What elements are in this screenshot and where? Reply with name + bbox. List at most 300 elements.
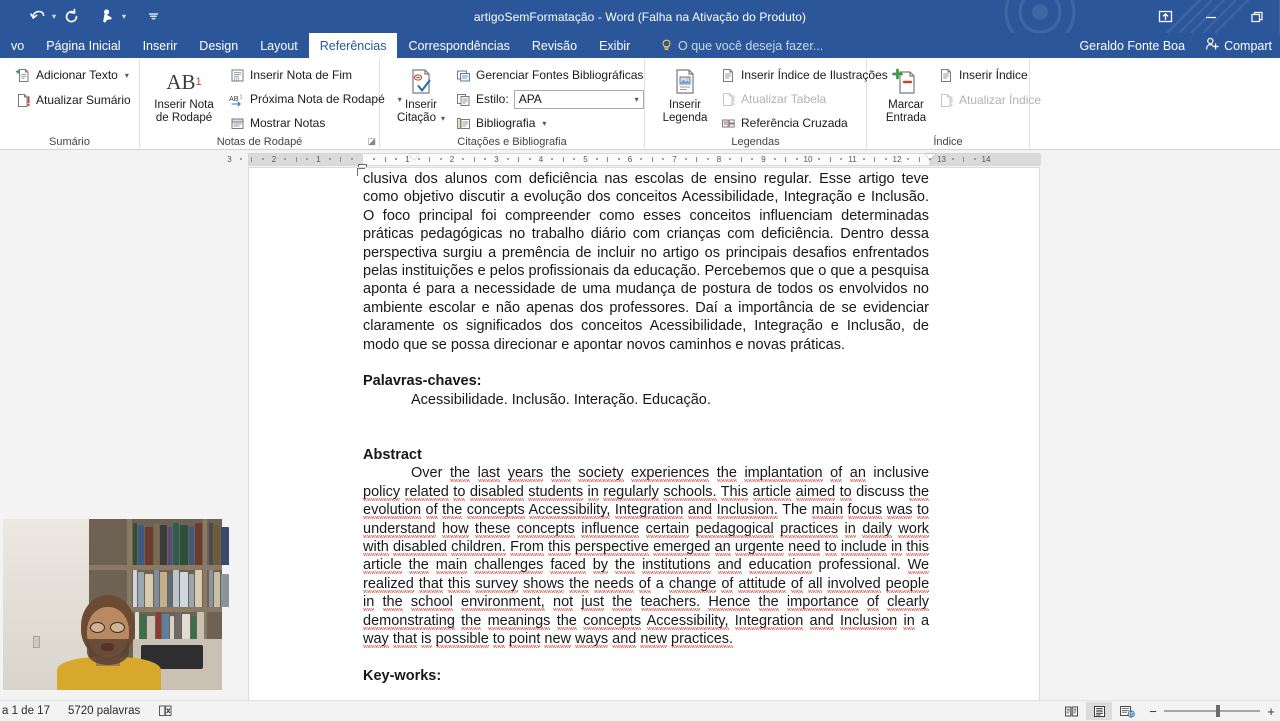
zoom-in-button[interactable]: + [1267,703,1275,719]
ribbon-item-label: Adicionar Texto [36,68,118,82]
status-bar [0,700,1280,720]
misspelled-word: the [569,575,590,592]
webcam-book [221,574,229,607]
ruler-mark [662,158,664,160]
misspelled-word: policy [363,483,401,500]
misspelled-word: that [418,575,443,592]
ruler-mark [440,158,442,160]
document-heading: Abstract [363,447,422,464]
insert-citation-icon [406,65,436,99]
webcam-book [162,614,169,639]
estilo-label: Estilo: [476,92,509,106]
ruler-mark [340,157,341,162]
webcam-book [173,570,179,607]
ribbon-item-label: Atualizar Índice [959,93,1042,107]
ruler-mark [518,157,519,162]
mark-entry-icon [891,65,921,99]
misspelled-word: challenges [474,557,544,574]
ruler-tick: 14 [981,155,991,164]
misspelled-word: to [839,483,852,500]
ruler-mark [251,157,252,162]
ribbon-item-label: Próxima Nota de Rodapé [250,92,385,106]
next-footnote-icon [229,91,245,107]
horizontal-ruler[interactable] [227,153,1040,166]
misspelled-word: that [392,631,418,648]
inserir-indice-button[interactable] [935,64,1044,86]
tab-referencias[interactable] [309,33,398,58]
webcam-person-mouth [101,643,114,651]
bibliography-icon [455,115,471,131]
tab-exibir[interactable] [588,33,641,58]
ruler-tick: 11 [848,155,857,164]
misspelled-word: of [866,594,879,611]
ruler-mark [919,157,920,162]
webcam-book [133,523,137,565]
misspelled-word: Inclusion. [716,502,778,519]
misspelled-word: clearly [887,594,930,611]
tab-pagina-inicial[interactable] [35,33,131,58]
webcam-book [209,570,213,607]
misspelled-word: the [556,612,577,629]
misspelled-word: implantation [744,465,823,482]
ruler-mark [885,158,887,160]
misspelled-word: the [614,557,636,574]
misspelled-word: the [612,594,633,611]
read-mode-view-button[interactable] [1058,702,1084,720]
misspelled-word: children. [451,539,506,556]
ruler-mark [507,158,509,160]
ruler-tick: 1 [405,155,410,164]
tab-label: vo [11,38,25,53]
misspelled-word: and [687,502,713,519]
share-person-icon [1205,37,1219,54]
webcam-book [160,525,167,565]
big-label-line1: Inserir Nota [154,99,214,111]
misspelled-word: the [461,612,482,629]
misspelled-word: of [830,465,843,482]
webcam-book [135,612,139,639]
ruler-mark [796,158,798,160]
ruler-mark [240,158,242,160]
ruler-mark [329,158,331,160]
big-label-line2: Legenda [662,112,708,124]
manage-sources-icon [455,67,471,83]
insert-index-icon [938,67,954,83]
misspelled-word: Hence [708,594,751,611]
misspelled-word: how [441,520,469,537]
inserir-legenda-button[interactable] [653,62,717,125]
ribbon-display-options-icon[interactable] [1142,0,1188,33]
tab-label: Inserir [142,38,178,53]
webcam-book [145,574,153,607]
misspelled-word: environment, [461,594,545,611]
word: The [782,502,808,519]
webcam-book [195,570,202,607]
tab-label: Design [199,38,239,53]
ruler-tick: 3 [227,155,232,164]
empty-paragraph [363,649,929,667]
ruler-mark [774,158,776,160]
ribbon-group-notas-de-rodape [140,58,402,150]
misspelled-word: an [849,465,866,482]
webcam-book [189,574,194,607]
tab-arquivo[interactable] [0,33,35,58]
ribbon-group-citacoes-bibliografia [380,58,645,150]
marcar-entrada-button[interactable] [875,62,937,125]
status-left [0,704,173,717]
tell-me-placeholder: O que você deseja fazer... [678,38,824,53]
tab-label: Exibir [599,38,631,53]
bibliografia-button[interactable] [452,112,647,134]
tab-layout[interactable] [249,33,309,58]
misspelled-word: certain [645,520,690,537]
webcam-book [182,614,190,639]
ribbon [0,58,1280,150]
misspelled-word: this [548,539,571,556]
misspelled-word: institutions [642,557,711,574]
misspelled-word: to [492,631,505,648]
webcam-book [221,527,229,565]
empty-paragraph [363,428,929,446]
chevron-down-icon[interactable]: ▾ [634,94,639,104]
misspelled-word: faced [550,557,586,574]
misspelled-word: people [885,575,930,592]
ruler-mark [596,158,598,160]
misspelled-word: to [916,502,930,519]
touch-mouse-dropdown-caret[interactable]: ▾ [121,11,126,21]
chevron-down-icon[interactable]: ▾ [397,94,402,104]
inserir-nota-de-rodape-button[interactable] [148,62,220,125]
ruler-mark [907,158,909,160]
page-content[interactable] [363,170,929,685]
webcam-book [175,612,181,639]
ribbon-group-label: Notas de Rodapé [216,136,303,148]
chevron-down-icon[interactable]: ▾ [124,70,129,80]
misspelled-word: experiences [631,465,710,482]
misspelled-word: understand [363,520,436,537]
misspelled-word: society [578,465,624,482]
tab-label: Correspondências [408,38,510,53]
webcam-book [180,525,188,565]
tab-design[interactable] [188,33,249,58]
misspelled-word: last [477,465,501,482]
atualizar-tabela-button [717,88,891,110]
webcam-book [168,574,172,607]
tell-me-box[interactable] [660,33,823,58]
ruler-tick: 7 [672,155,677,164]
misspelled-word: Accessibility, [646,612,729,629]
title-bar [0,0,1280,33]
undo-dropdown-caret[interactable]: ▾ [51,11,56,21]
svg-text:AB: AB [228,93,239,103]
webcam-book [133,570,137,607]
ruler-mark [729,158,731,160]
misspelled-word: Accessibility, [528,502,611,519]
misspelled-word: shows [523,575,565,592]
inserir-nota-de-fim-button[interactable] [226,64,405,86]
misspelled-word: students [528,483,584,500]
misspelled-word: education [748,557,812,574]
webcam-book [138,572,144,607]
word: inclusive [873,465,930,482]
misspelled-word: work [898,520,930,537]
show-notes-icon [229,115,245,131]
misspelled-word: in [363,594,375,611]
misspelled-word: the [716,465,737,482]
document-paragraph: Acessibilidade. Inclusão. Interação. Educação. [411,391,711,408]
redo-icon[interactable] [60,4,82,30]
ruler-mark [395,158,397,160]
misspelled-word: importance [786,594,859,611]
webcam-book [147,616,155,639]
footnote-ab-icon [166,65,201,99]
misspelled-word: was [886,502,913,519]
share-label: Compart [1224,38,1272,53]
misspelled-word: concepts [466,502,525,519]
gerenciar-fontes-bibliograficas-button[interactable] [452,64,647,86]
web-layout-view-button[interactable] [1114,702,1140,720]
lightbulb-icon [660,39,673,52]
mostrar-notas-button[interactable] [226,112,405,134]
misspelled-word: We [907,557,930,574]
ruler-mark [418,158,420,160]
misspelled-word: involved [827,575,881,592]
webcam-book [154,523,159,565]
misspelled-word: evolution [363,502,422,519]
webcam-book [145,527,153,565]
update-index-icon [938,92,954,108]
ruler-area [0,150,1280,168]
misspelled-word: way [363,631,389,648]
misspelled-word: possible [435,631,489,648]
ruler-tick: 9 [761,155,766,164]
ribbon-tabs [0,33,641,58]
misspelled-word: the [442,502,463,519]
estilo-row [452,88,647,110]
misspelled-word: is [421,631,432,648]
misspelled-word: these [474,520,511,537]
tab-label: Layout [260,38,298,53]
ruler-mark [874,157,875,162]
ribbon-item-label: Referência Cruzada [741,116,848,130]
ruler-mark [373,158,375,160]
ribbon-group-label: Legendas [731,136,780,148]
misspelled-word: by [592,557,609,574]
misspelled-word: article [363,557,402,574]
ruler-tick: 12 [892,155,902,164]
ruler-tick: 2 [271,155,277,164]
customize-qat-icon[interactable] [142,4,164,30]
empty-paragraph [363,409,929,427]
misspelled-word: and [612,631,637,648]
chevron-down-icon[interactable]: ▾ [542,118,547,128]
ruler-mark [863,158,865,160]
referencia-cruzada-button[interactable] [717,112,891,134]
misspelled-word: an [714,539,731,556]
svg-text:[i]: [i] [233,75,239,82]
webcam-person-glasses-right [110,622,125,633]
estilo-combobox[interactable] [514,90,644,109]
ribbon-item-label: Gerenciar Fontes Bibliográficas [476,68,644,82]
tab-correspondencias[interactable] [397,33,520,58]
document-heading: Palavras-chaves: [363,373,482,390]
misspelled-word: point [508,631,541,648]
chevron-down-icon[interactable]: ▾ [440,114,445,123]
ruler-mark [974,158,976,160]
ruler-mark [652,157,653,162]
misspelled-word: pedagogical [695,520,774,537]
misspelled-word: with [363,539,389,556]
misspelled-word: this [447,575,471,592]
ruler-tick: 4 [538,155,544,164]
misspelled-word: include [840,539,887,556]
ruler-mark [429,157,430,162]
inserir-indice-de-ilustracoes-button[interactable] [717,64,891,86]
zoom-slider-handle[interactable] [1216,705,1220,717]
word: discuss [856,483,905,500]
misspelled-word: in [890,539,903,556]
big-label-line2: Entrada [885,112,927,124]
ribbon-group-label: Citações e Bibliografia [457,136,567,148]
webcam-book [140,614,146,639]
share-button[interactable] [1197,33,1280,58]
window-title: artigoSemFormatação - Word (Falha na Ativação do Produto) [473,9,807,24]
ruler-mark [607,157,608,162]
quick-access-toolbar [26,0,164,33]
ribbon-group-label: Sumário [49,136,90,148]
undo-icon[interactable] [26,4,48,30]
misspelled-word: practices. [671,631,734,648]
update-table-icon [720,91,736,107]
big-label-line1: Inserir [405,99,437,111]
misspelled-word: article [752,483,792,500]
ruler-tick: 2 [449,155,455,164]
webcam-book [197,612,204,639]
misspelled-word: attitude [738,575,786,592]
restore-icon[interactable] [1234,0,1280,33]
misspelled-word: in [903,612,915,629]
misspelled-word: of [790,575,804,592]
ruler-mark [618,158,620,160]
page-indicator[interactable]: a 1 de 17 [2,704,50,717]
word: a [921,612,930,629]
ruler-tick: 3 [494,155,499,164]
proxima-nota-de-rodape-button[interactable] [226,88,405,110]
ribbon-group-indice [867,58,1042,150]
ruler-tick: 13 [937,155,946,164]
ruler-mark [707,158,709,160]
footnote-superscript: 1 [195,75,202,88]
misspelled-word: needs [594,575,634,592]
minimize-icon[interactable] [1188,0,1234,33]
ruler-tick: 5 [583,155,588,164]
misspelled-word: new [544,631,572,648]
insert-caption-icon [670,65,700,99]
misspelled-word: disabled [469,483,524,500]
account-name[interactable]: Geraldo Fonte Boa [1079,38,1186,53]
style-icon [455,91,471,107]
atualizar-indice-button [935,89,1044,111]
webcam-book [173,523,179,565]
window-controls [1142,0,1280,33]
tab-inserir[interactable] [132,33,189,58]
webcam-overlay[interactable] [3,519,222,690]
ruler-tick: 10 [803,155,813,164]
webcam-book [214,572,220,607]
document-paragraph: clusiva dos alunos com deficiência nas escolas de ensino regular. Esse artigo teve como objetivo discutir a evolução dos conceitos Acessibilidade, Integração e Inclusão. O foco principal foi compreender como esses conceitos influenciam determinadas práticas pedagógicas no trabalho diário com crianças com deficiência. Dentro dessa perspectiva surgiu a premência de incluir no artigo os principais desafios enfrentados pelas instituições e pelos profissionais da educação. Percebemos que o que a pesquisa aponta é para a necessidade de uma mudança de postura de todos os envolvidos no ambiente escolar e não apenas dos professores. Daí a importância de se evidenciar claramente os significados dos conceitos Acessibilidade, Integração e Inclusão, de modo que se possa direcionar e apontar novos caminhos e novas práticas. [363,171,929,353]
misspelled-word: schools. [663,483,717,500]
adicionar-texto-button[interactable] [12,64,134,86]
misspelled-word: of [721,575,734,592]
misspelled-word: new [640,631,667,648]
misspelled-word: demonstrating [363,612,455,629]
ruler-mark [685,158,687,160]
webcam-book [170,616,174,639]
estilo-value: APA [518,92,542,106]
ruler-mark [840,158,842,160]
misspelled-word: change [668,575,717,592]
atualizar-sumario-button[interactable] [12,89,134,111]
ruler-mark [818,158,820,160]
ribbon-group-sumario [0,58,140,150]
insert-endnote-icon [229,67,245,83]
misspelled-word: need [788,539,821,556]
misspelled-word: the [408,557,429,574]
document-paragraph [363,464,929,648]
update-toc-icon [15,92,31,108]
ribbon-item-label: Atualizar Tabela [741,92,827,106]
svg-text:1: 1 [239,93,242,100]
misspelled-word: the [382,594,403,611]
document-page[interactable] [249,168,1039,700]
misspelled-word: From [510,539,544,556]
webcam-book [209,523,213,565]
misspelled-word: concepts [583,612,642,629]
ruler-mark [830,157,831,162]
inserir-citacao-button[interactable] [388,62,454,125]
zoom-out-button[interactable]: − [1149,703,1157,719]
ribbon-item-label: Inserir Nota de Fim [250,68,353,82]
ribbon-item-label: Inserir Índice [959,68,1028,82]
misspelled-word: practices [780,520,839,537]
tab-revisao[interactable] [521,33,588,58]
word: professional. [818,557,901,574]
insert-table-of-figures-icon [720,67,736,83]
word-count[interactable]: 5720 palavras [67,704,141,717]
webcam-book [154,570,159,607]
big-label-line1: Inserir [669,99,701,111]
misspelled-word: survey [475,575,519,592]
ribbon-item-label: Atualizar Sumário [36,93,131,107]
dialog-launcher-icon[interactable]: ◪ [367,136,376,146]
proofing-errors-icon[interactable] [158,704,173,717]
ruler-mark [551,158,553,160]
zoom-slider[interactable] [1164,710,1260,712]
print-layout-view-button[interactable] [1086,702,1112,720]
webcam-person-glasses-left [90,622,105,633]
ruler-mark [741,157,742,162]
touch-mouse-mode-icon[interactable] [96,4,118,30]
misspelled-word: Integration [614,502,684,519]
misspelled-word: the [550,465,571,482]
misspelled-word: Integration [734,612,804,629]
webcam-book [191,616,196,639]
big-label-line2: Citação [396,112,436,124]
webcam-book [156,612,161,639]
webcam-book [189,527,194,565]
misspelled-word: all [807,575,823,592]
ribbon-group-legendas [645,58,888,150]
